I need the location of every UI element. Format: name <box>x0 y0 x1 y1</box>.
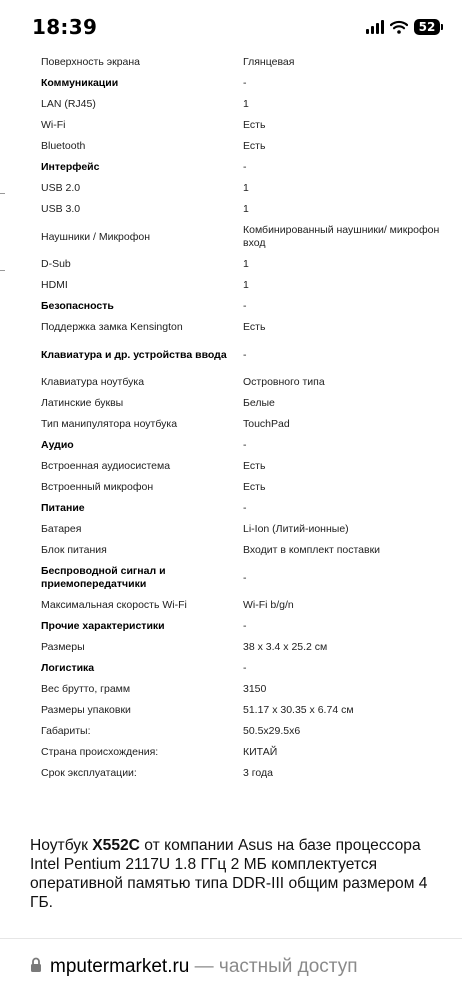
spec-value: Есть <box>243 481 266 493</box>
spec-row <box>0 595 462 616</box>
status-time: 18:39 <box>32 15 98 39</box>
spec-row <box>0 477 462 498</box>
spec-row <box>0 456 462 477</box>
spec-value: Островного типа <box>243 376 325 388</box>
spec-row <box>0 700 462 721</box>
spec-name: Размеры упаковки <box>41 704 131 716</box>
spec-row <box>0 275 462 296</box>
spec-name: Поверхность экрана <box>41 56 141 68</box>
spec-value: - <box>243 571 247 584</box>
spec-row <box>0 519 462 540</box>
spec-name: Беспроводной сигнал и приемопередатчики <box>41 565 166 590</box>
spec-name: Блок питания <box>41 544 107 556</box>
spec-value: - <box>243 77 247 89</box>
spec-row <box>0 393 462 414</box>
spec-name: Питание <box>41 502 85 514</box>
spec-section-row <box>0 658 462 679</box>
spec-section-row <box>0 435 462 456</box>
spec-table <box>0 52 462 784</box>
spec-value: Wi-Fi b/g/n <box>243 599 294 611</box>
spec-row <box>0 414 462 435</box>
spec-value: 1 <box>243 203 249 215</box>
signal-icon <box>366 20 384 34</box>
url-bar[interactable] <box>0 938 462 1001</box>
spec-name: USB 3.0 <box>41 203 81 215</box>
spec-name: Клавиатура ноутбука <box>41 376 145 388</box>
spec-value: Есть <box>243 321 266 333</box>
spec-row <box>0 178 462 199</box>
spec-row <box>0 742 462 763</box>
url-text[interactable] <box>50 956 358 978</box>
spec-value: - <box>243 439 247 451</box>
spec-row <box>0 317 462 338</box>
spec-name: Безопасность <box>41 300 114 312</box>
spec-name: Логистика <box>41 662 95 674</box>
spec-section-row <box>0 498 462 519</box>
spec-value: TouchPad <box>243 418 290 430</box>
spec-name: Максимальная скорость Wi-Fi <box>41 599 187 611</box>
spec-value: - <box>243 300 247 312</box>
spec-name: Срок эксплуатации: <box>41 767 137 779</box>
spec-section-row <box>0 338 462 372</box>
spec-name: Размеры <box>41 641 85 653</box>
spec-name: HDMI <box>41 279 68 291</box>
battery-icon: 52 <box>414 19 440 35</box>
spec-value: Li-Ion (Литий-ионные) <box>243 523 349 535</box>
spec-name: Коммуникации <box>41 77 119 89</box>
spec-value: 1 <box>243 182 249 194</box>
spec-name: Интерфейс <box>41 161 100 173</box>
spec-value: Есть <box>243 140 266 152</box>
private-access-label: — частный доступ <box>189 956 358 977</box>
spec-name: Тип манипулятора ноутбука <box>41 418 178 430</box>
spec-row <box>0 199 462 220</box>
spec-name: Вес брутто, грамм <box>41 683 131 695</box>
spec-name: LAN (RJ45) <box>41 98 96 110</box>
spec-section-row <box>0 616 462 637</box>
description-text: Ноутбук <box>30 837 93 854</box>
spec-value: Входит в комплект поставки <box>243 544 381 556</box>
wifi-icon <box>390 20 408 34</box>
spec-section-row <box>0 73 462 94</box>
spec-name: Страна происхождения: <box>41 746 159 758</box>
spec-name: Наушники / Микрофон <box>41 230 151 243</box>
spec-value: Белые <box>243 397 275 409</box>
spec-section-row <box>0 296 462 317</box>
model-name: X552C <box>92 837 140 854</box>
spec-value: 1 <box>243 258 249 270</box>
spec-name: Аудио <box>41 439 74 451</box>
spec-section-row <box>0 561 462 595</box>
spec-row <box>0 721 462 742</box>
spec-section-row <box>0 157 462 178</box>
spec-name: Встроенная аудиосистема <box>41 460 171 472</box>
spec-value: 50.5x29.5x6 <box>243 725 301 737</box>
spec-value: - <box>243 620 247 632</box>
spec-name: USB 2.0 <box>41 182 81 194</box>
status-icons <box>366 17 440 37</box>
spec-name: Прочие характеристики <box>41 620 165 632</box>
spec-value: - <box>243 348 247 361</box>
url-domain: mputermarket.ru <box>50 956 190 977</box>
spec-value: 1 <box>243 279 249 291</box>
spec-name: Wi-Fi <box>41 119 66 131</box>
spec-row <box>0 136 462 157</box>
spec-name: D-Sub <box>41 258 71 270</box>
spec-row <box>0 94 462 115</box>
spec-value: - <box>243 161 247 173</box>
product-description <box>30 836 440 912</box>
spec-value: - <box>243 662 247 674</box>
spec-value: 38 x 3.4 x 25.2 см <box>243 641 328 653</box>
spec-row <box>0 540 462 561</box>
spec-value: 51.17 x 30.35 x 6.74 см <box>243 704 354 716</box>
lock-icon <box>30 957 42 973</box>
spec-name: Латинские буквы <box>41 397 124 409</box>
spec-row <box>0 254 462 275</box>
spec-row <box>0 679 462 700</box>
spec-value: Есть <box>243 460 266 472</box>
spec-row <box>0 115 462 136</box>
description-text: от компании Asus на базе процессора Intel Pentium 2117U 1.8 ГГц 2 МБ комплектуется оперативной памятью типа DDR-III общим размером 4 ГБ. <box>30 837 428 911</box>
spec-name: Габариты: <box>41 725 91 737</box>
spec-value: КИТАЙ <box>243 746 278 758</box>
spec-name: Клавиатура и др. устройства ввода <box>41 348 227 361</box>
spec-row <box>0 52 462 73</box>
spec-name: Батарея <box>41 523 82 535</box>
spec-value: 3 года <box>243 767 273 779</box>
spec-row <box>0 637 462 658</box>
spec-row <box>0 220 462 254</box>
spec-row <box>0 372 462 393</box>
spec-value: 3150 <box>243 683 267 695</box>
spec-value: Комбинированный наушники/ микрофон вход <box>243 224 440 249</box>
spec-name: Поддержка замка Kensington <box>41 321 183 333</box>
spec-value: 1 <box>243 98 249 110</box>
spec-value: - <box>243 502 247 514</box>
spec-name: Bluetooth <box>41 140 86 152</box>
spec-value: Глянцевая <box>243 56 295 68</box>
spec-name: Встроенный микрофон <box>41 481 154 493</box>
status-bar <box>0 0 462 52</box>
spec-value: Есть <box>243 119 266 131</box>
spec-row <box>0 763 462 784</box>
